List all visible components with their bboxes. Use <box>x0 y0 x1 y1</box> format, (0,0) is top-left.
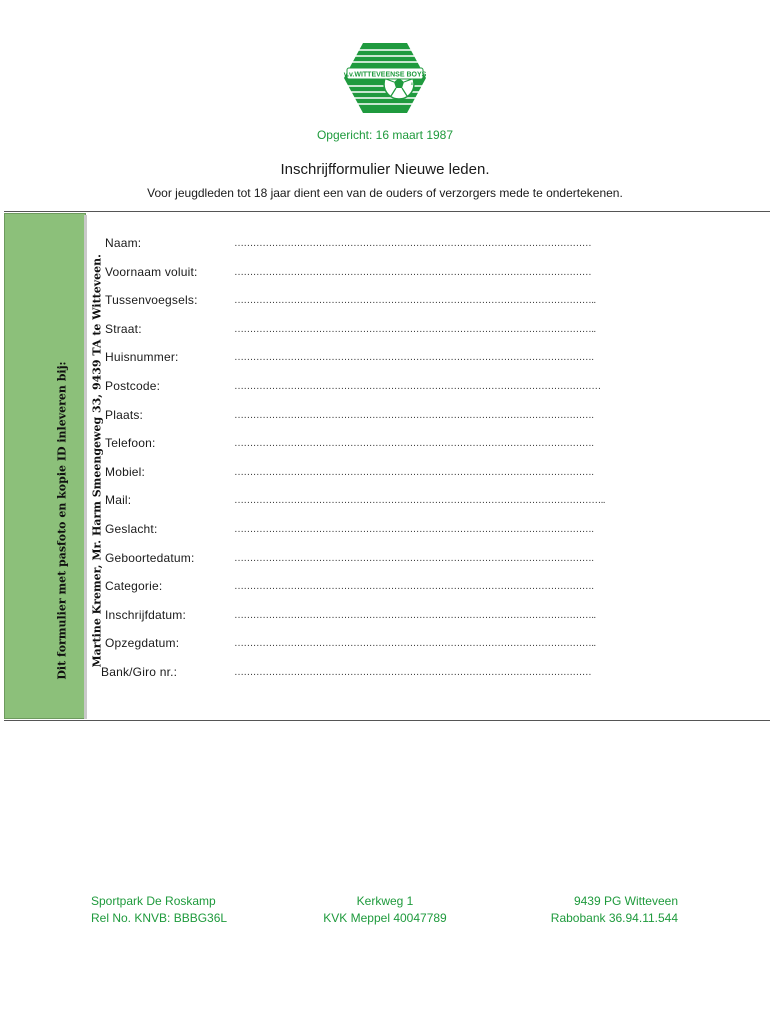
form-field-blank[interactable]: …………………………………………………………………………………………………… <box>234 667 592 678</box>
form-field-label: Voornaam voluit: <box>105 264 198 279</box>
logo-text: v.v.WITTEVEENSE BOYS <box>343 71 427 79</box>
form-field-blank[interactable]: …………………………………………………………………………………………………… <box>234 266 592 278</box>
form-field-blank[interactable]: …………………………………………………………………………………………………….. <box>234 609 596 621</box>
form-field-label: Plaats: <box>105 407 144 422</box>
club-logo <box>343 42 427 114</box>
top-divider <box>4 211 770 212</box>
form-field-label: Mail: <box>105 493 132 508</box>
form-field-label: Opzegdatum: <box>105 636 180 651</box>
form-field-label: Straat: <box>105 321 142 336</box>
footer-knvb: Rel No. KNVB: BBBG36L <box>91 911 228 925</box>
form-field-blank[interactable]: …………………………………………………………………………………………………….. <box>234 323 596 335</box>
form-field-blank[interactable]: ……………………………………………………………………………………………………. <box>234 552 594 564</box>
form-field-blank[interactable]: ……………………………………………………………………………………………………. <box>234 466 594 478</box>
logo-subtext: 87 <box>410 81 416 86</box>
form-field-blank[interactable]: ……………………………………………………………………………………………………. <box>234 409 594 421</box>
form-field-label: Tussenvoegsels: <box>105 293 198 308</box>
footer-left <box>91 893 227 927</box>
form-field-blank[interactable]: ……………………………………………………………………………………………………. <box>234 438 594 450</box>
bottom-divider <box>4 720 770 721</box>
footer-kvk: KVK Meppel 40047789 <box>323 911 447 925</box>
form-field-label: Naam: <box>105 236 142 250</box>
sidebar-instruction: Dit formulier met pasfoto en kopie ID inleveren bij: <box>55 361 69 680</box>
form-field-blank[interactable]: …………………………………………………………………………………………………… <box>234 238 592 249</box>
form-field-label: Bank/Giro nr.: <box>101 665 178 679</box>
form-field-label: Mobiel: <box>105 464 146 479</box>
form-field-label: Huisnummer: <box>105 350 179 365</box>
form-field-label: Geboortedatum: <box>105 550 195 565</box>
sidebar-address: Martine Kremer, Mr. Harm Smeengeweg 33, 9439 TA te Witteveen. <box>90 254 104 668</box>
footer-bank: Rabobank 36.94.11.544 <box>550 911 678 925</box>
sidebar-shadow <box>84 215 87 719</box>
page-title: Inschrijfformulier Nieuwe leden. <box>280 161 490 178</box>
form-field-blank[interactable]: ……………………………………………………………………………………………………… <box>234 381 601 392</box>
submission-sidebar <box>4 213 86 719</box>
form-field-blank[interactable]: ……………………………………………………………………………………………………. <box>234 581 594 593</box>
footer-middle <box>300 893 470 927</box>
form-field-blank[interactable]: …………………………………………………………………………………………………….. <box>234 295 596 307</box>
founded-date: Opgericht: 16 maart 1987 <box>316 128 454 142</box>
form-field-label: Postcode: <box>105 379 161 393</box>
form-field-label: Categorie: <box>105 579 163 594</box>
form-field-blank[interactable]: ……………………………………………………………………………………………………….. <box>234 495 605 507</box>
form-field-blank[interactable]: ……………………………………………………………………………………………………. <box>234 352 594 364</box>
footer-city: 9439 PG Witteveen <box>573 894 678 908</box>
footer-venue: Sportpark De Roskamp <box>91 894 216 908</box>
page-subtitle: Voor jeugdleden tot 18 jaar dient een van de ouders of verzorgers mede te ondertekenen. <box>147 186 623 200</box>
form-field-label: Telefoon: <box>105 436 156 451</box>
form-field-label: Geslacht: <box>105 522 158 536</box>
footer-street: Kerkweg 1 <box>356 894 414 908</box>
footer-right <box>500 893 678 927</box>
form-field-blank[interactable]: ……………………………………………………………………………………………………. <box>234 524 594 535</box>
form-field-blank[interactable]: …………………………………………………………………………………………………….. <box>234 638 596 650</box>
form-field-label: Inschrijfdatum: <box>105 607 187 622</box>
